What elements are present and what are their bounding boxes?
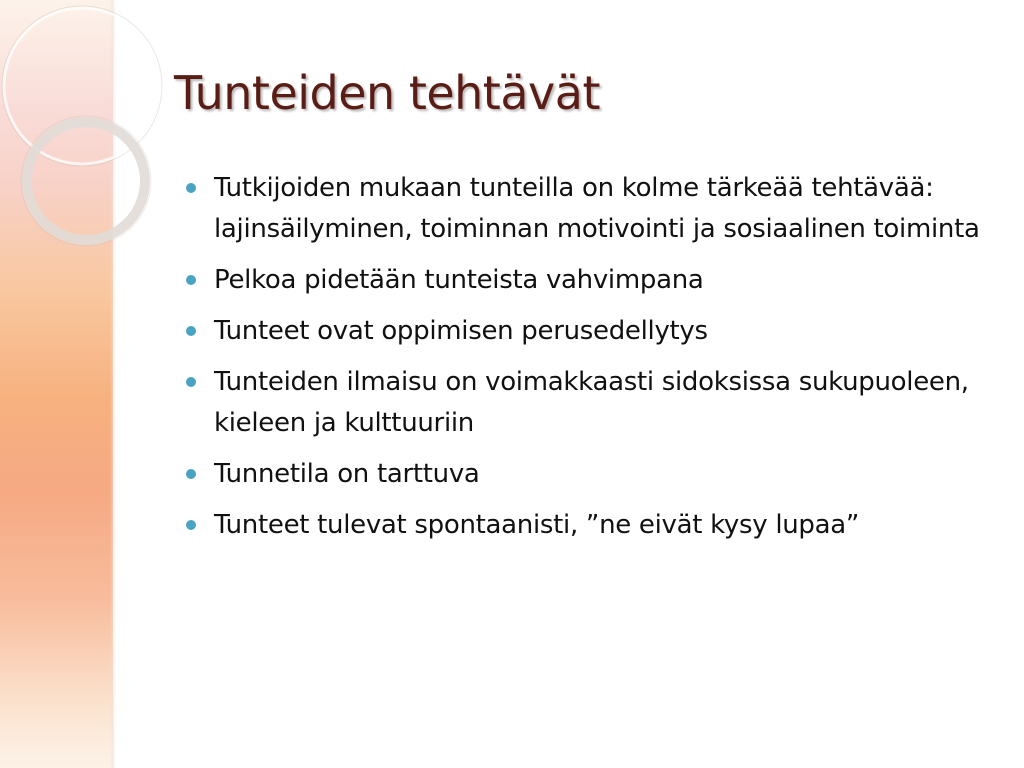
round-bullet-icon [186,275,196,285]
bullet-item [186,260,986,301]
bullet-text: Tunteet tulevat spontaanisti, ”ne eivät kysy lupaa” [214,510,860,540]
bullet-text: Tunnetila on tarttuva [214,459,480,489]
bullet-text: Tutkijoiden mukaan tunteilla on kolme tärkeää tehtävää: lajinsäilyminen, toiminnan motivointi ja sosiaalinen toiminta [214,173,980,244]
bullet-item [186,362,986,444]
bullet-list [186,168,986,556]
bullet-item [186,505,986,546]
round-bullet-icon [186,183,196,193]
round-bullet-icon [186,326,196,336]
bullet-item [186,454,986,495]
bullet-text: Tunteet ovat oppimisen perusedellytys [214,316,708,346]
slide-title: Tunteiden tehtävät [174,66,600,120]
round-bullet-icon [186,469,196,479]
round-bullet-icon [186,377,196,387]
bullet-text: Tunteiden ilmaisu on voimakkaasti sidoksissa sukupuoleen, kieleen ja kulttuuriin [214,367,969,438]
bullet-item [186,311,986,352]
bullet-text: Pelkoa pidetään tunteista vahvimpana [214,265,704,295]
round-bullet-icon [186,520,196,530]
bullet-item [186,168,986,250]
